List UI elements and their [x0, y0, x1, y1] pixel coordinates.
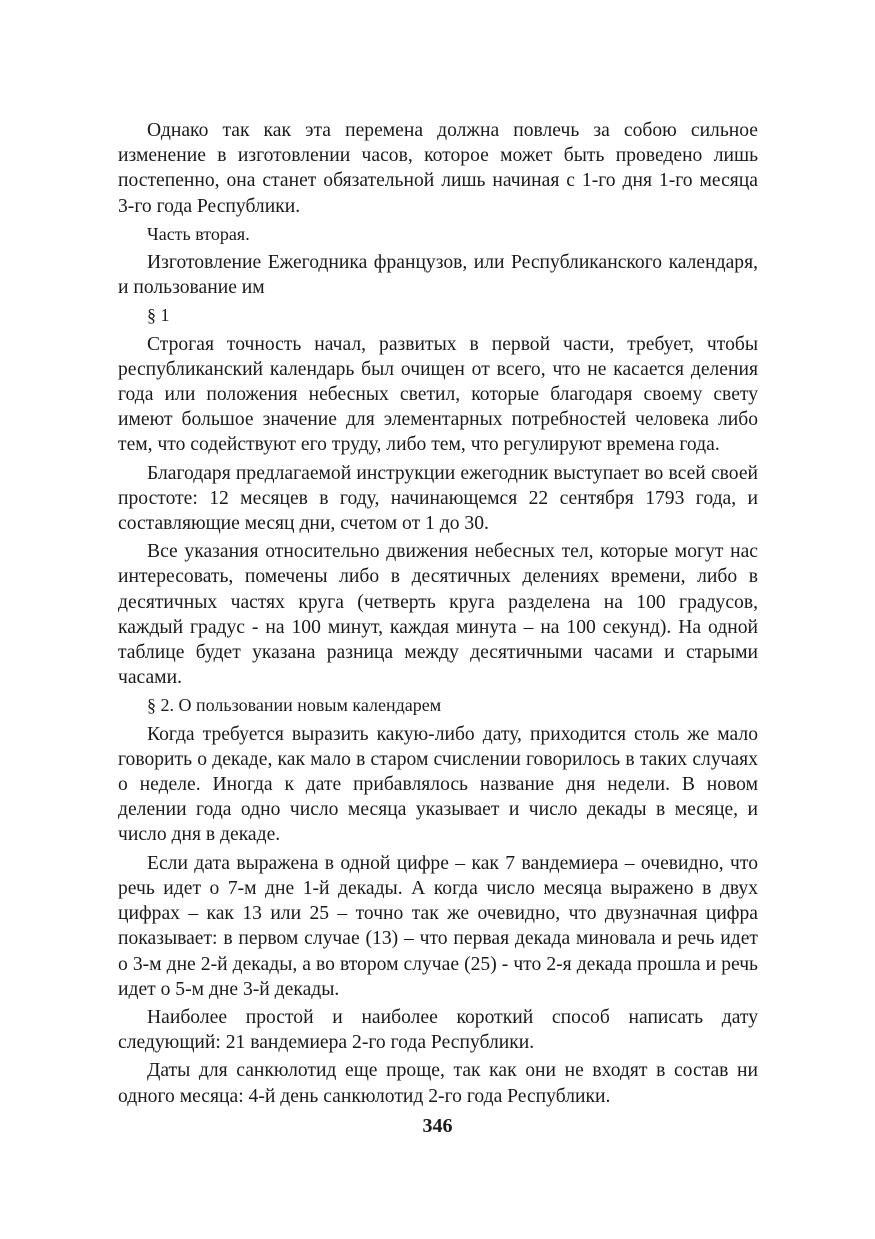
paragraph-expressing-date: Когда требуется выразить какую-либо дату, приходится столь же мало говорить о декаде, как мало в старом счислении говорилось в таких случаях о неделе. Иногда к дате прибавлялось название дня недели. В новом делении года одно число месяца указывает и число декады в месяце, и число дня в декаде.	[118, 723, 758, 846]
part-two-heading: Часть вторая.	[147, 223, 250, 244]
paragraph-clock-change: Однако так как эта перемена должна повлечь за собою сильное изменение в изготовлении часов, которое может быть проведено лишь постепенно, она станет обязательной лишь начиная с 1-го дня 1-го месяца 3-го года Республики.	[118, 120, 758, 217]
paragraph-yearbook-simplicity: Благодаря предлагаемой инструкции ежегодник выступает во всей своей простоте: 12 месяцев в году, начинающемся 22 сентября 1793 года, и составляющие месяц дни, счетом от 1 до 30.	[118, 462, 758, 535]
section-title-calendar: Изготовление Ежегодника французов, или Республиканского календаря, и пользование им	[118, 252, 758, 299]
paragraph-celestial-motion: Все указания относительно движения небесных тел, которые могут нас интересовать, помечены либо в десятичных делениях времени, либо в десятичных частях круга (четверть круга разделена на 100 градусов, каждый градус - на 100 минут, каждая минута – на 100 секунд). На одной таблице будет указана разница между десятичными часами и старыми часами.	[118, 541, 758, 689]
page-number: 346	[422, 1115, 453, 1137]
section-mark-2: § 2. О пользовании новым календарем	[147, 695, 442, 716]
paragraph-calendar-precision: Строгая точность начал, развитых в первой части, требует, чтобы республиканский календарь был очищен от всего, что не касается деления года или положения небесных светил, которые благодаря своему свету имеют большое значение для элементарных потребностей человека либо тем, что содействуют его труду, либо тем, что регулируют времена года.	[118, 333, 758, 456]
page-body	[118, 118, 758, 1109]
paragraph-simplest-format: Наиболее простой и наиболее короткий способ написать дату следующий: 21 вандемиера 2-го года Республики.	[118, 1006, 758, 1054]
paragraph-sansculottides: Даты для санкюлотид еще проще, так как они не входят в состав ни одного месяца: 4-й день санкюлотид 2-го года Республики.	[118, 1060, 758, 1107]
section-mark-1: § 1	[147, 305, 170, 326]
paragraph-single-digit-date: Если дата выражена в одной цифре – как 7 вандемиера – очевидно, что речь идет о 7-м дне 1-й декады. А когда число месяца выражено в двух цифрах – как 13 или 25 – точно так же очевидно, что двузначная цифра показывает: в первом случае (13) – что первая декада миновала и речь идет о 3-м дне 2-й декады, а во втором случае (25) - что 2-я декада прошла и речь идет о 5-м дне 3-й декады.	[118, 852, 758, 1000]
